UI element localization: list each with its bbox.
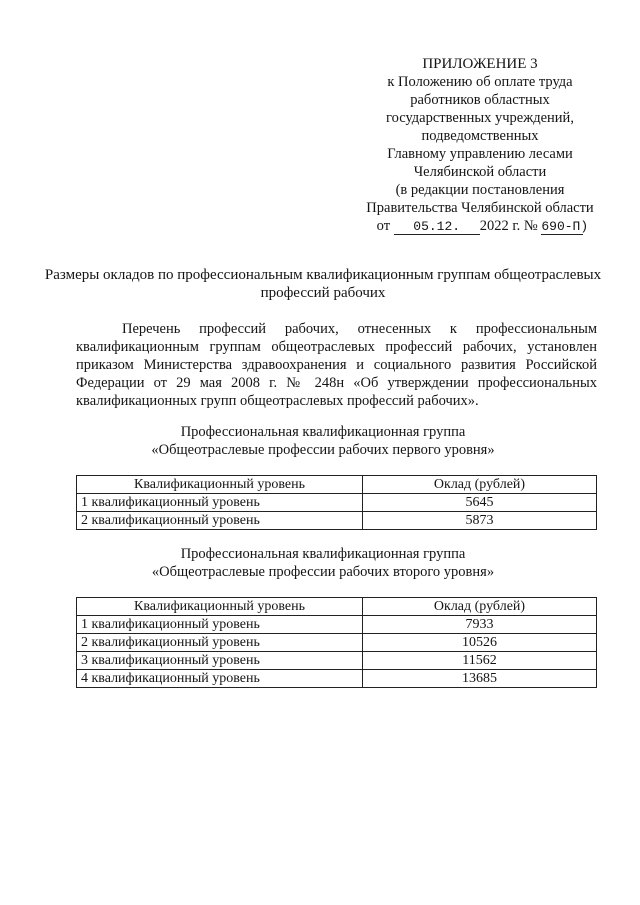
appendix-line: Челябинской области (413, 164, 547, 180)
appendix-title: ПРИЛОЖЕНИЕ 3 (422, 56, 538, 72)
header-level: Квалификационный уровень (77, 476, 363, 494)
table-row (77, 634, 597, 652)
group-title-line: Профессиональная квалификационная группа (180, 424, 466, 440)
header-salary: Оклад (рублей) (363, 598, 597, 616)
appendix-line: к Положению об оплате труда (387, 74, 573, 90)
table-row (77, 652, 597, 670)
cell-level: 2 квалификационный уровень (77, 634, 363, 652)
date-prefix: от (376, 218, 391, 234)
group-title-line: «Общеотраслевые профессии рабочих второго уровня» (151, 564, 495, 580)
appendix-line: подведомственных (421, 128, 539, 144)
cell-level: 1 квалификационный уровень (77, 494, 363, 512)
table-row (77, 494, 597, 512)
cell-level: 2 квалификационный уровень (77, 512, 363, 530)
cell-salary: 5645 (363, 494, 597, 512)
salary-table-group-1 (76, 475, 597, 530)
table-header-row (77, 476, 597, 494)
appendix-header (340, 55, 620, 235)
group-2-title (40, 545, 606, 581)
header-salary: Оклад (рублей) (363, 476, 597, 494)
appendix-line: Главному управлению лесами (387, 146, 573, 162)
table-row (77, 512, 597, 530)
appendix-line: (в редакции постановления (395, 182, 565, 198)
header-level: Квалификационный уровень (77, 598, 363, 616)
cell-salary: 7933 (363, 616, 597, 634)
cell-salary: 11562 (363, 652, 597, 670)
appendix-line: государственных учреждений, (386, 110, 574, 126)
group-title-line: «Общеотраслевые профессии рабочих первого уровня» (151, 442, 495, 458)
cell-level: 4 квалификационный уровень (77, 670, 363, 688)
resolution-year: 2022 г. № (479, 218, 538, 234)
cell-salary: 5873 (363, 512, 597, 530)
cell-level: 1 квалификационный уровень (77, 616, 363, 634)
intro-paragraph: Перечень профессий рабочих, отнесенных к профессиональным квалификационным группам общеотраслевых профессий рабочих, установлен приказом Министерства здравоохранения и социального развития Российской Федерации от 29 мая 2008 г. № 248н «Об утверждении профессиональных квалификационных групп общеотраслевых профессий рабочих». (76, 321, 597, 409)
cell-salary: 10526 (363, 634, 597, 652)
resolution-date: 05.12. (394, 220, 480, 235)
table-header-row (77, 598, 597, 616)
cell-salary: 13685 (363, 670, 597, 688)
resolution-date-line (340, 217, 620, 235)
group-title-line: Профессиональная квалификационная группа (180, 546, 466, 562)
cell-level: 3 квалификационный уровень (77, 652, 363, 670)
resolution-number: 690-П) (541, 219, 589, 234)
appendix-line: работников областных (410, 92, 550, 108)
salary-table-group-2 (76, 597, 597, 688)
table-row (77, 616, 597, 634)
table-row (77, 670, 597, 688)
appendix-line: Правительства Челябинской области (366, 200, 594, 216)
group-1-title (40, 423, 606, 459)
document-title: Размеры окладов по профессиональным квалификационным группам общеотраслевых профессий рабочих (44, 267, 602, 301)
